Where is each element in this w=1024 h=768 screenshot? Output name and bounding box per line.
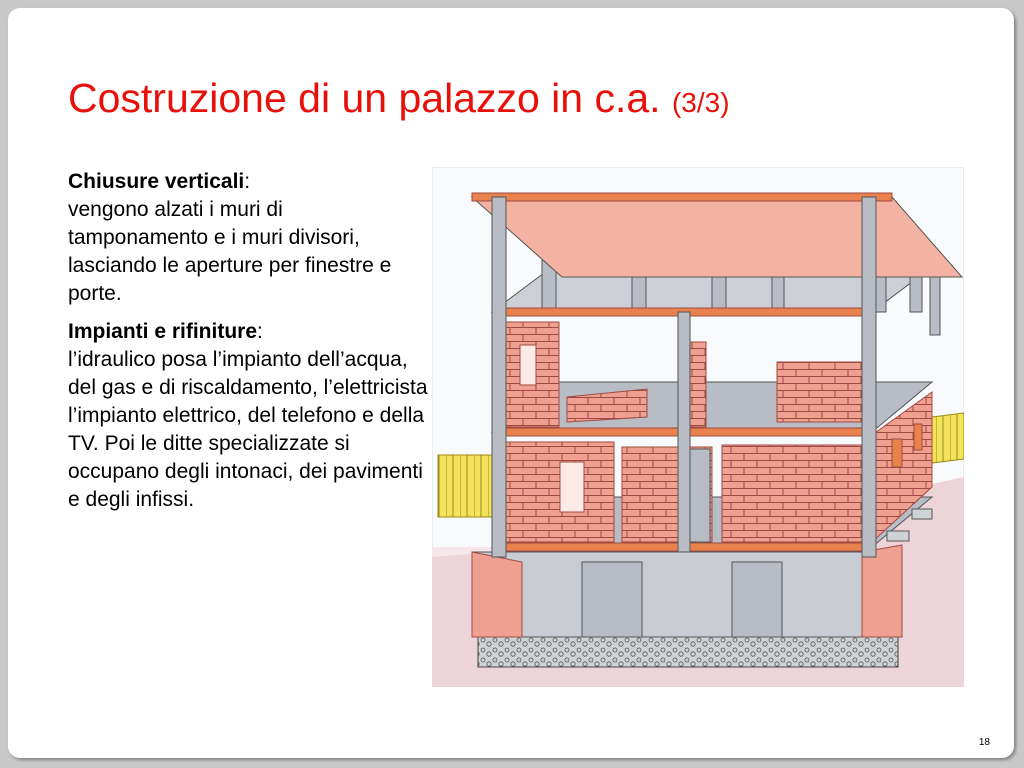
brick-wall-ground-left [504, 442, 614, 542]
fence-right [932, 413, 964, 463]
paragraph-chiusure: Chiusure verticali: vengono alzati i muri di tamponamento e i muri divisori, lasciando le aperture per finestre e porte. [68, 170, 392, 305]
slide-title-part: (3/3) [671, 87, 730, 118]
slide-body [68, 168, 428, 524]
page-number: 18 [978, 737, 990, 748]
slide [8, 8, 1014, 758]
fence-left [438, 455, 498, 517]
paragraph-impianti: Impianti e rifiniture: l’idraulico posa l’impianto dell’acqua, del gas e di riscaldamento, l’elettricista l’impianto elettrico, del telefono e della TV. Poi le ditte specializzate si occupano degli intonaci, dei pavimenti e degli infissi. [68, 320, 428, 511]
foundation-gravel [478, 637, 898, 667]
slide-title [68, 75, 730, 121]
brick-wall-ground-right [722, 445, 862, 542]
paragraph-body: l’idraulico posa l’impianto dell’acqua, del gas e di riscaldamento, l’elettricista l’impianto elettrico, del telefono e della TV. Poi le ditte specializzate si occupano degli intonaci, dei pavimenti e degli infissi. [68, 348, 428, 511]
paragraph-heading: Chiusure verticali [68, 170, 245, 193]
slide-title-main: Costruzione di un palazzo in c.a. [68, 75, 661, 121]
paragraph-heading: Impianti e rifiniture [68, 320, 258, 343]
brick-wall-first-right [777, 362, 872, 422]
building-illustration [432, 167, 964, 687]
paragraph-body: vengono alzati i muri di tamponamento e i muri divisori, lasciando le aperture per finestre e porte. [68, 198, 392, 305]
